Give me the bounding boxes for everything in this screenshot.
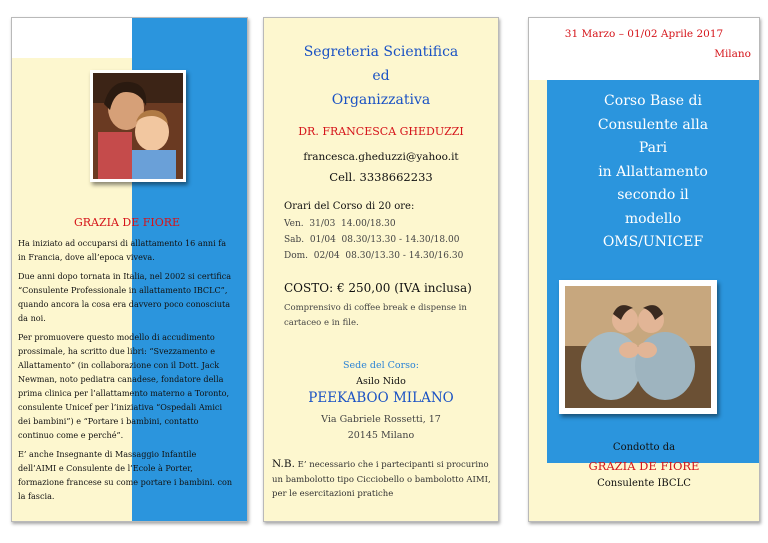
course-dates: 31 Marzo – 01/02 Aprile 2017: [564, 28, 724, 40]
hours-row-friday: Ven. 31/03 14.00/18.30: [284, 219, 396, 229]
venue-name: PEEKABOO MILANO: [308, 390, 454, 406]
cost-note: Comprensivo di coffee break e dispense in cartaceo e in file.: [284, 303, 467, 328]
instructor-name: GRAZIA DE FIORE: [588, 459, 700, 473]
bio-paragraph-3: Per promuovere questo modello di accudimento prossimale, ha scritto due libri: “Svezzamento e Allattamento” (in collaborazione con il Dott. Jack Newman, noto pediatra canadese, fondatore della prima clinica per l’allattamento materno a Toronto, consulente Unicef per l’iniziativa “Ospedali Amici dei bambini”) e “Portare i bambini, contatto continuo come e perché”.: [18, 332, 230, 440]
course-title: [547, 90, 759, 255]
course-title-line-4: in Allattamento: [598, 163, 708, 180]
venue-city: 20145 Milano: [347, 430, 415, 441]
contact-email[interactable]: francesca.gheduzzi@yahoo.it: [303, 151, 459, 163]
venue-type: Asilo Nido: [356, 376, 406, 387]
secretariat-line-2: ed: [372, 68, 390, 84]
painting-image: [559, 280, 717, 414]
course-title-line-1: Corso Base di: [604, 93, 702, 109]
nb-note: [272, 457, 494, 502]
secretariat-title: [264, 40, 498, 112]
bio-paragraph-4: E’ anche Insegnante di Massaggio Infantile dell’AIMI e Consulente de l’Ecole à Porter, formazione francese su come portare i bambini. con la fascia.: [18, 449, 233, 501]
middle-panel: [263, 17, 499, 522]
doctor-name: DR. FRANCESCA GHEDUZZI: [298, 125, 464, 138]
bio-paragraph-2: Due anni dopo tornata in Italia, nel 2002 si certifica “Consulente Professionale in allattamento IBCLC”, quando ancora la cosa era davvero poco conosciuta da noi.: [18, 271, 232, 323]
painting-two-women-icon: [559, 280, 717, 414]
mother-child-photo-icon: [90, 70, 186, 182]
instructor-title: Consulente IBCLC: [597, 478, 691, 489]
course-title-line-3: Pari: [638, 140, 668, 156]
conducted-by-label: Condotto da: [612, 442, 676, 453]
nb-label: N.B.: [272, 458, 295, 470]
author-bio: [18, 236, 234, 503]
author-heading: GRAZIA DE FIORE: [73, 216, 181, 229]
contact-phone: Cell. 3338662233: [329, 170, 433, 184]
course-title-line-6: modello: [624, 210, 682, 227]
nb-text: E’ necessario che i partecipanti si procurino un bambolotto tipo Cicciobello o bambolotto AIMI, per le esercitazioni pratiche: [272, 460, 491, 499]
course-city: Milano: [714, 48, 751, 60]
bio-paragraph-1: Ha iniziato ad occuparsi di allattamento 16 anni fa in Francia, dove all’epoca viveva.: [18, 238, 227, 262]
hours-list: [284, 216, 496, 264]
hours-title: Orari del Corso di 20 ore:: [284, 201, 415, 212]
course-title-line-5: secondo il: [617, 187, 689, 203]
secretariat-line-3: Organizzativa: [331, 92, 431, 108]
course-title-line-7: OMS/UNICEF: [602, 234, 704, 250]
course-title-line-2: Consulente alla: [597, 116, 709, 133]
venue-label: Sede del Corso:: [343, 360, 419, 371]
hours-row-sunday: Dom. 02/04 08.30/13.30 - 14.30/16.30: [284, 251, 464, 261]
secretariat-line-1: Segreteria Scientifica: [303, 44, 459, 60]
white-corner: [12, 18, 132, 58]
author-photo: [90, 70, 186, 182]
hours-row-saturday: Sab. 01/04 08.30/13.30 - 14.30/18.00: [284, 235, 460, 245]
left-panel: [11, 17, 248, 522]
right-panel: [528, 17, 760, 522]
venue-street: Via Gabriele Rossetti, 17: [321, 414, 441, 425]
cost: COSTO: € 250,00 (IVA inclusa): [284, 281, 472, 295]
